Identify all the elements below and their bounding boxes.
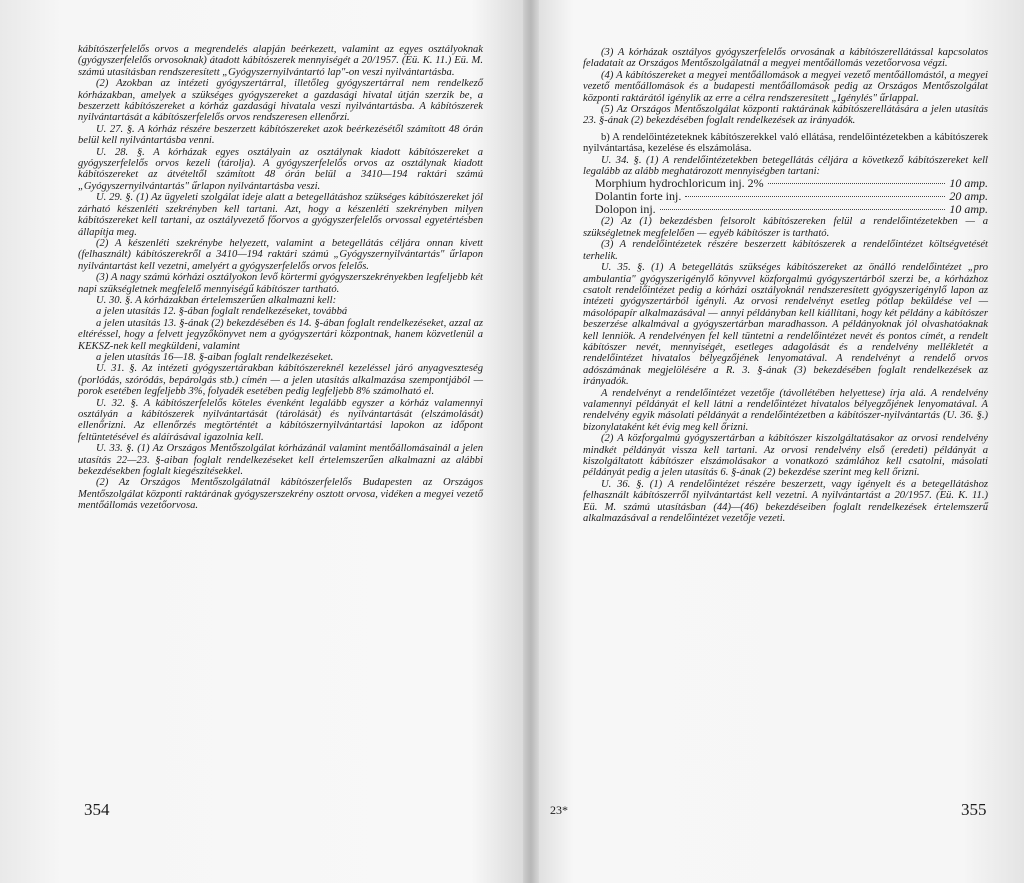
paragraph: U. 32. §. A kábítószerfelelős köteles évenként legalább egyszer a kórház valamennyi osztályán a kábítószerek nyilvántartását (tárolását) és nyilvántartását (elszámolását) ellenőrizni. Az ellenőrzés megtörténtét a kábítószernyilvántartási lapokon az időpont feltüntetésével és aláírásával igazolnia kell. [78, 397, 483, 443]
paragraph: (2) Az (1) bekezdésben felsorolt kábítószereken felül a rendelőintézetekben — a szükségletnek megfelelően — egyéb kábítószer is tartható. [583, 216, 988, 239]
paragraph: (4) A kábítószereket a megyei mentőállomások a megyei vezető mentőállomástól, a megyei vezető mentőállomások és a budapesti mentőállomások pedig az Országos Mentőszolgálat központi raktárától igénylik az erre a célra rendszeresített „Igénylés" űrlappal. [583, 69, 988, 104]
drug-name: Morphium hydrochloricum inj. 2% [595, 176, 764, 191]
paragraph: U. 33. §. (1) Az Országos Mentőszolgálat kórházánál valamint mentőállomásainál a jelen utasítás 22—23. §-aiban foglalt rendelkezéseket kell értelemszerűen alkalmazni az alábbi bekezdésekben foglalt kiegészítésekkel. [78, 443, 483, 478]
dot-leader [685, 196, 945, 197]
paragraph: A rendelvényt a rendelőintézet vezetője (távollétében helyettese) írja alá. A rendelvény valamennyi példányát el kell látni a rendelőintézet hivatalos bélyegzőjének lenyomatával. A rendelvény egyik másolati példányát a rendelőintézetben a kábítószer-nyilvántartás (U. 36. §.) bizonylataként két évig meg kell őrizni. [583, 387, 988, 433]
paragraph: (2) A készenléti szekrénybe helyezett, valamint a betegellátás céljára onnan kivett (felhasznált) kábítószerekről a 3410—194 raktári számú „Gyógyszernyilvántartás" űrlapon nyilvántartást kell vezetni, amelyért a gyógyszerfelelős orvos felelős. [78, 237, 483, 272]
paragraph: U. 35. §. (1) A betegellátás szükséges kábítószereket az önálló rendelőintézet „pro ambulantia" gyógyszerigénylő könyvvel közforgalmú gyógyszertárból szerzi be, a kórházhoz csatolt rendelőintézet pedig a kórházi osztályoknál rendszeresített gyógyszerigénylő lapon az intézeti gyógyszertárból igényli. Az orvosi rendelvényt esetleg pótlap beküldése vel — másolópapír alkalmazásával — annyi példányban kell kiállítani, hogy két példány a kábítószer beszerzése alkalmával a gyógyszertárban maradhasson. A példányoknak jól olvashatóaknak kell lenniök. A rendelvényen fel kell tüntetni a rendelőintézet nevét és pontos címét, a rendelt kábítószer nevét, mennyiségét, esetleges adagolását és a rendelvény mellékletét a rendelőintézet hivatalos bélyegzőjének lenyomatával. A rendelvényt a rendelő orvos adószámának megjelölésére a R. 3. §-ának (3) bekezdésében foglalt rendelkezések az irányadók. [583, 262, 988, 388]
paragraph: (3) A nagy számú kórházi osztályokon levő körtermi gyógyszerszekrényekben legfeljebb két napi szükségletnek megfelelő mennyiségű kábítószer tartható. [78, 272, 483, 295]
left-page-text-column [78, 44, 483, 512]
paragraph: kábítószerfelelős orvos a megrendelés alapján beérkezett, valamint az egyes osztályoknak (gyógyszerfelelős orvosoknak) átadott kábítószerek mennyiségét a 20/1957. (Eü. K. 11.) Eü. M. számú utasításban rendszeresített „Gyógyszernyilvántartó lap"-on veszi nyilvántartásba. [78, 44, 483, 78]
dot-leader [768, 183, 946, 184]
drug-list [583, 177, 988, 216]
paragraph: (3) A rendelőintézetek részére beszerzett kábítószerek a rendelőintézet költségvetését terhelik. [583, 239, 988, 262]
dot-leader [660, 209, 946, 210]
paragraph: U. 31. §. Az intézeti gyógyszertárakban kábítószereknél kezeléssel járó anyagveszteség (porlódás, szóródás, bepárolgás stb.) címén — a jelen utasítás alkalmazása szempontjából — porok esetében legfeljebb 3%, folyadék esetében pedig legfeljebb 8% számolható el. [78, 363, 483, 398]
right-page [539, 0, 1024, 883]
paragraph: a jelen utasítás 13. §-ának (2) bekezdésében és 14. §-ában foglalt rendelkezéseket, azzal az eltéréssel, hogy a felvett jegyzőkönyvet nem a gyógyszertári központnak, hanem közvetlenül a KEKSZ-nek kell megküldeni, valamint [78, 317, 483, 352]
paragraph: a jelen utasítás 16—18. §-aiban foglalt rendelkezéseket. [96, 351, 334, 363]
drug-amount: 10 amp. [949, 176, 988, 191]
paragraph: U. 29. §. (1) Az ügyeleti szolgálat ideje alatt a betegellátáshoz szükséges kábítószereket jól zárható készenléti szekrényben kell tartani. Azt, hogy a készenléti szekrényben milyen kábítószereket kell tartani, az osztályvezető főorvos a gyógyszerfelelős orvossal egyetértésben állapítja meg. [78, 192, 483, 238]
left-page-number: 354 [84, 800, 110, 819]
paragraph: (3) A kórházak osztályos gyógyszerfelelős orvosának a kábítószerellátással kapcsolatos feladatait az Országos Mentőszolgálatnál a megyei mentőállomás vezetőorvosa végzi. [583, 47, 988, 70]
paragraph: U. 36. §. (1) A rendelőintézet részére beszerzett, vagy igényelt és a betegellátáshoz felhasznált kábítószerről nyilvántartást kell vezetni. A nyilvántartást a 20/1957. (Eü. K. 11.) Eü. M. számú utasításban (44)—(46) bekezdéseiben foglalt rendelkezések értelemszerű alkalmazásával a rendelőintézet vezetője vezeti. [583, 478, 988, 525]
signature-mark: 23* [550, 803, 568, 817]
paragraph: b) A rendelőintézeteknek kábítószerekkel való ellátása, rendelőintézetekben a kábítószerek nyilvántartása, kezelése és elszámolása. [583, 131, 988, 155]
paragraph: U. 34. §. (1) A rendelőintézetekben betegellátás céljára a következő kábítószereket kell legalább az alább meghatározott mennyiségben tartani: [583, 154, 988, 178]
paragraph: (2) Az Országos Mentőszolgálatnál kábítószerfelelős Budapesten az Országos Mentőszolgálat központi raktárának gyógyszerszekrény osztott orvosa, vidéken a megyei vezető mentőállomás vezetőorvosa. [78, 477, 483, 512]
drug-amount: 10 amp. [949, 202, 988, 217]
paragraph: U. 27. §. A kórház részére beszerzett kábítószereket azok beérkezésétől számított 48 órán belül kell nyilvántartásba venni. [78, 123, 483, 147]
paragraph: U. 28. §. A kórházak egyes osztályain az osztálynak kiadott kábítószereket a gyógyszerfelelős orvos kezeli (tárolja). A gyógyszerfelelős orvos az osztálynak kiadott kábítószereket az átvételtől számított 48 órán belül a 3410—194 raktári számú „Gyógyszernyilvántartás" űrlapon nyilvántartásba veszi. [78, 146, 483, 192]
paragraph: (2) A közforgalmú gyógyszertárban a kábítószer kiszolgáltatásakor az orvosi rendelvény mindkét példányát vissza kell tartani. Az orvosi rendelvény első (eredeti) példányát a kiszolgáltatott kábítószer elszámolásakor a vonatkozó számlához kell csatolni, másolati példányát pedig a jelen utasítás 6. §-ának (2) bekezdése szerint meg kell őrizni. [583, 433, 988, 479]
right-page-number: 355 [961, 800, 987, 819]
drug-row [583, 203, 988, 216]
paragraph: (2) Azokban az intézeti gyógyszertárral, illetőleg gyógyszertárral nem rendelkező kórházakban, amelyek a szükséges gyógyszereket a gazdasági hivatal útján szerzik be, a beszerzett kábítószereket a kórház gazdasági hivatala veszi nyilvántartásba. A kábítószerek nyilvántartását a kábítószerfelelős orvos rendszeresen ellenőrzi. [78, 78, 483, 124]
drug-name: Dolantin forte inj. [595, 189, 682, 204]
book-gutter [523, 0, 539, 883]
drug-amount: 20 amp. [949, 189, 988, 204]
drug-name: Dolopon inj. [595, 202, 656, 217]
paragraph: (5) Az Országos Mentőszolgálat központi raktárának kábítószerellátására a jelen utasítás 23. §-ának (2) bekezdésében foglalt rendelkezések az irányadók. [583, 104, 988, 127]
paragraph: a jelen utasítás 12. §-ában foglalt rendelkezéseket, továbbá [96, 306, 348, 318]
paragraph: U. 30. §. A kórházakban értelemszerűen alkalmazni kell: [96, 294, 337, 306]
right-page-text-column [583, 47, 988, 524]
